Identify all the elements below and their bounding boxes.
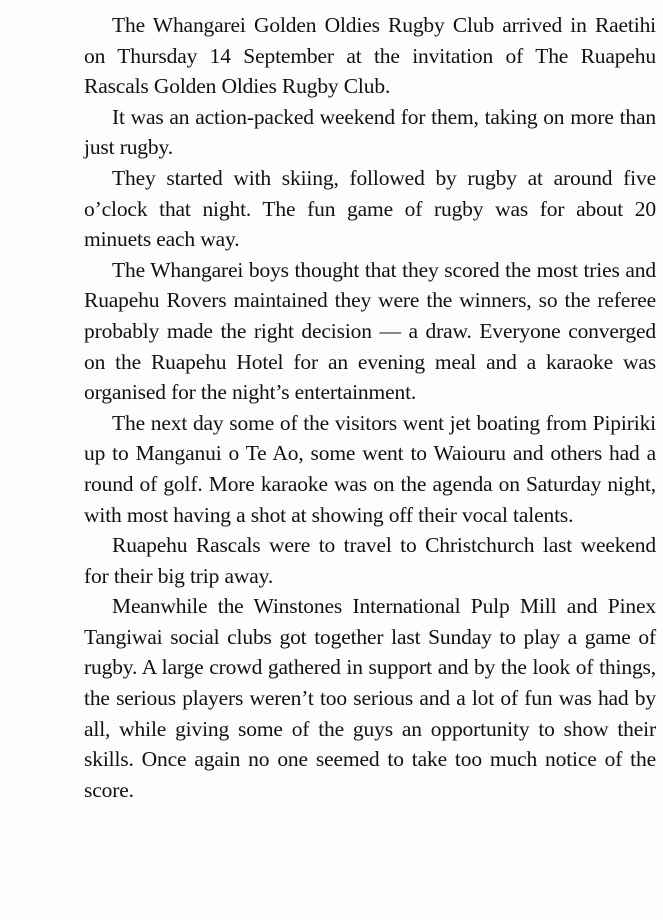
article-paragraph: It was an action-packed weekend for them, taking on more than just rugby. — [84, 104, 656, 160]
article-paragraph: The Whangarei boys thought that they scored the most tries and Ruapehu Rovers maintained they were the winners, so the referee probably made the right decision — a draw. Everyone converged on the Ruapehu Hotel for an evening meal and a karaoke was organised for the night’s entertainment. — [84, 257, 656, 405]
article-body — [84, 10, 656, 805]
article-paragraph: The Whangarei Golden Oldies Rugby Club arrived in Raetihi on Thursday 14 September at the invitation of The Ruapehu Rascals Golden Oldies Rugby Club. — [84, 13, 656, 99]
article-paragraph: Meanwhile the Winstones International Pulp Mill and Pinex Tangiwai social clubs got together last Sunday to play a game of rugby. A large crowd gathered in support and by the look of things, the serious players weren’t too serious and a lot of fun was had by all, while giving some of the guys an opportunity to show their skills. Once again no one seemed to take too much notice of the score. — [84, 594, 656, 802]
article-paragraph: They started with skiing, followed by rugby at around five o’clock that night. The fun game of rugby was for about 20 minuets each way. — [84, 165, 656, 252]
article-paragraph: Ruapehu Rascals were to travel to Christchurch last weekend for their big trip away. — [84, 533, 656, 588]
article-paragraph: The next day some of the visitors went jet boating from Pipiriki up to Manganui o Te Ao, some went to Waiouru and others had a round of golf. More karaoke was on the agenda on Saturday night, with most having a shot at showing off their vocal talents. — [84, 410, 656, 527]
